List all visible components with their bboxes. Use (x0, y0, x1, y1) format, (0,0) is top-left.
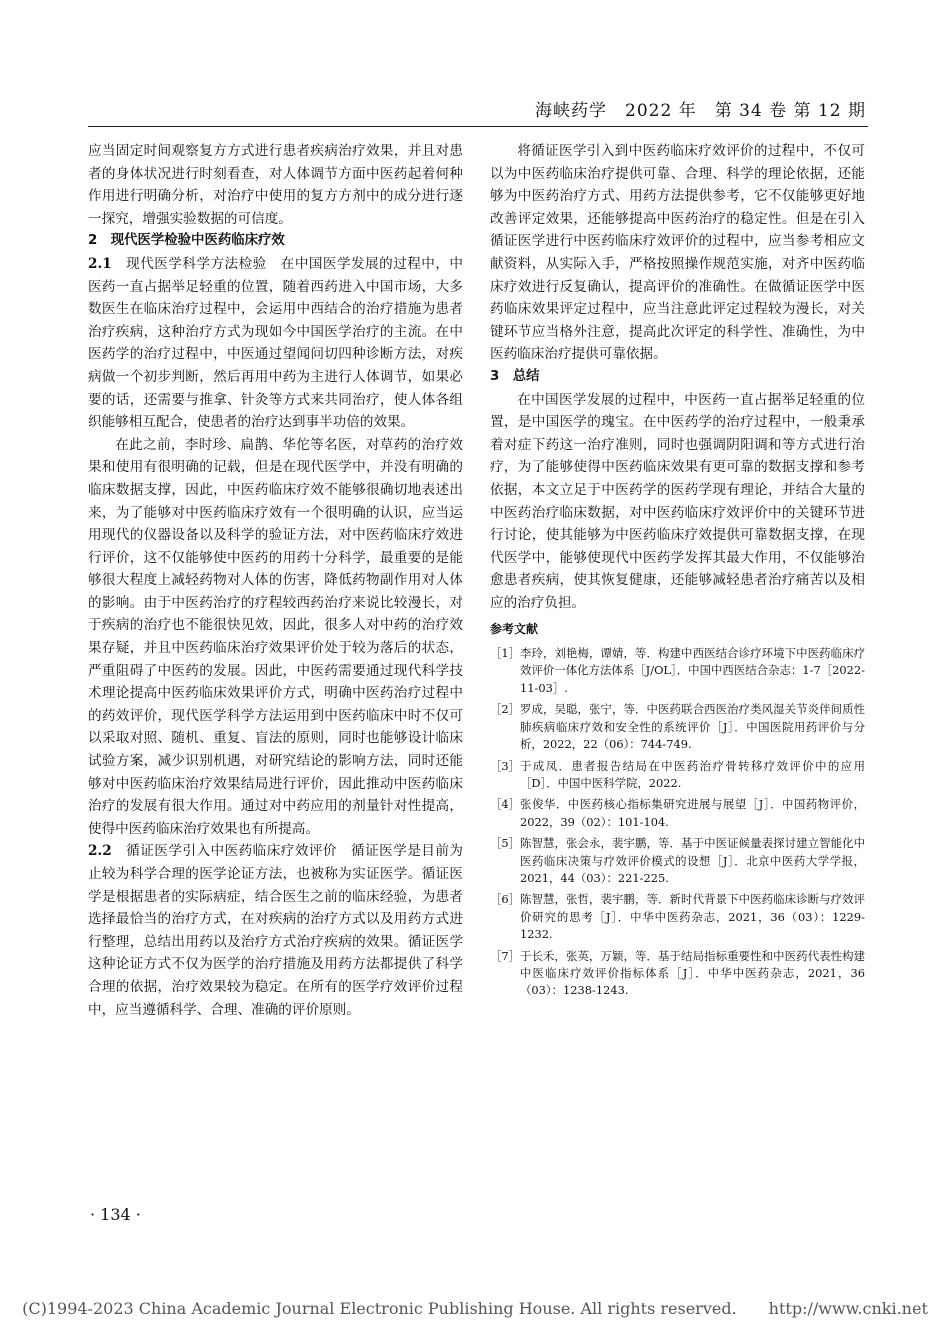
right-column (490, 140, 865, 1004)
reference-item (490, 891, 865, 943)
reference-item (490, 645, 865, 697)
reference-text: 陈智慧，张会永，裴宇鹏，等．基于中医证候量表探讨建立智能化中医药临床决策与疗效评价模式的设想［J］．北京中医药大学学报，2021，44（03）：221-225. (520, 836, 865, 885)
subsection-2-1 (88, 253, 463, 434)
header-rule (88, 126, 868, 127)
left-column (88, 140, 463, 1021)
paragraph: 应当固定时间观察复方方式进行患者疾病治疗效果，并且对患者的身体状况进行时刻看查，对人体调节方面中医药起着何种作用进行明确分析，对治疗中使用的复方方剂中的成分进行逐一探究，增强实验数据的可信度。 (88, 143, 463, 227)
subsection-number: 2.2 (88, 843, 112, 860)
reference-number: ［1］ (490, 646, 521, 661)
reference-item (490, 701, 865, 753)
section-heading-2: 2 现代医学检验中医药临床疗效 (88, 233, 285, 249)
subsection-number: 2.1 (88, 255, 112, 272)
subsection-text: 循证医学是目前为止较为科学合理的医学论证方法，也被称为实证医学。循证医学是根据患者的实际病症，结合医生之前的临床经验，为患者选择最恰当的治疗方式，在对疾病的治疗方式以及用药方式进行整理，总结出用药以及治疗方式治疗疾病的效果。循证医学这种论证方式不仅为医学的治疗措施及用药方法都提供了科学合理的依据，治疗效果较为稳定。在所有的医学疗效评价过程中，应当遵循科学、合理、准确的评价原则。 (88, 843, 464, 1018)
reference-text: 于长禾，张英，万颖，等．基于结局指标重要性和中医药代表性构建中医临床疗效评价指标体系［J］．中华中医药杂志，2021，36（03）：1238-1243. (520, 948, 865, 998)
reference-number: ［3］ (490, 758, 521, 773)
paragraph: 将循证医学引入到中医药临床疗效评价的过程中，不仅可以为中医药临床治疗提供可靠、合理、科学的理论依据，还能够为中医药治疗方式、用药方法提供参考，它不仅能够更好地改善评定效果，还能够提高中医药治疗的稳定性。但是在引入循证医学进行中医药临床疗效评价的过程中，应当参考相应文献资料，从实际入手，严格按照操作规范实施，对齐中医药临床疗效进行反复确认，提高评价的准确性。在做循证医学中医药临床效果评定过程中，应当注意此评定过程较为漫长，对关键环节应当格外注意，提高此次评定的科学性、准确性，为中医药临床治疗提供可靠依据。 (490, 143, 865, 363)
reference-number: ［4］ (490, 797, 521, 812)
section-heading-3: 3 总结 (490, 368, 540, 384)
references-list (490, 645, 865, 1000)
paragraph: 在此之前，李时珍、扁鹊、华佗等名医，对草药的治疗效果和使用有很明确的记载，但是在现代医学中，并没有明确的临床数据支撑，因此，中医药临床疗效不能够很确切地表述出来，为了能够对中医药临床疗效有一个很明确的认识，应当运用现代的仪器设备以及科学的验证方法，对中医药临床疗效进行评价，这不仅能够使中医药的用药十分科学，最重要的是能够很大程度上减轻药物对人体的伤害，降低药物副作用对人体的影响。由于中医药治疗的疗程较西药治疗来说比较漫长，对于疾病的治疗也不能很快见效，因此，很多人对中药的治疗效果存疑，并且中医药临床治疗效果评价处于较为落后的状态，严重阻碍了中医药的发展。因此，中医药需要通过现代科学技术理论提高中医药临床效果评价方式，明确中医药治疗过程中的药效评价，现代医学科学方法运用到中医药临床中时不仅可以采取对照、随机、重复、盲法的原则，同时也能够设计临床试验方案，减少识别机遇，对研究结论的影响方法，同时还能够对中医药临床治疗效果结局进行评价，因此推动中医药临床治疗的发展有很大作用。通过对中药应用的剂量针对性提高，使得中医药临床治疗效果也有所提高。 (88, 436, 463, 837)
reference-number: ［6］ (490, 892, 521, 907)
subsection-text: 在中国医学发展的过程中，中医药一直占据举足轻重的位置，随着西药进入中国市场，大多数医生在临床治疗过程中，会运用中西结合的治疗措施为患者治疗疾病，这种治疗方式为现如今中国医学治疗的主流。在中医药学的治疗过程中，中医通过望闻问切四种诊断方法，对疾病做一个初步判断，然后再用中药为主进行人体调节，如果必要的话，还需要与推拿、针灸等方式来共同治疗，使人体各组织能够相互配合，使患者的治疗达到事半功倍的效果。 (88, 255, 464, 431)
reference-item (490, 948, 865, 1000)
reference-item (490, 835, 865, 887)
paragraph: 在中国医学发展的过程中，中医药一直占据举足轻重的位置，是中国医学的瑰宝。在中医药学的治疗过程中，一般秉承着对症下药这一治疗准则，同时也强调阴阳调和等方式进行治疗，为了能够使得中医药临床效果有更可靠的数据支撑和参考依据，本文立足于中医药学的医药学现有理论，并结合大量的中医药治疗临床数据，对中医药临床疗效评价中的关键环节进行讨论，使其能够为中医药临床疗效提供可靠数据支撑，在现代医学中，能够使现代中医药学发挥其最大作用，不仅能够治愈患者疾病，使其恢复健康，还能够减轻患者治疗痛苦以及相应的治疗负担。 (490, 391, 865, 611)
subsection-title: 现代医学科学方法检验 (111, 255, 281, 272)
reference-text: 于成凤．患者报告结局在中医药治疗骨转移疗效评价中的应用［D］．中国中医科学院，2022. (520, 758, 865, 790)
reference-text: 张俊华．中医药核心指标集研究进展与展望［J］．中国药物评价，2022，39（02）：101-104. (520, 797, 865, 829)
copyright-footer: (C)1994-2023 China Academic Journal Electronic Publishing House. All rights reserved. http://www.cnki.net (22, 1299, 928, 1318)
reference-text: 陈智慧，张哲，裴宇鹏，等．新时代背景下中医药临床诊断与疗效评价研究的思考［J］．中华中医药杂志，2021，36（03）：1229-1232. (520, 892, 865, 942)
journal-header: 海峡药学 2022 年 第 34 卷 第 12 期 (535, 101, 866, 121)
reference-text: 罗成，吴聪，张宁，等．中医药联合西医治疗类风湿关节炎伴间质性肺疾病临床疗效和安全性的系统评价［J］．中国医院用药评价与分析，2022，22（06）：744-749. (520, 702, 865, 752)
reference-item (490, 758, 865, 793)
subsection-title: 循证医学引入中医药临床疗效评价 (111, 843, 352, 860)
reference-number: ［7］ (490, 948, 521, 963)
subsection-2-2 (88, 840, 463, 1021)
reference-text: 李玲，刘艳梅，谭婧，等．构建中西医结合诊疗环境下中医药临床疗效评价一体化方法体系［J/OL］．中国中西医结合杂志：1-7［2022-11-03］. (520, 646, 865, 695)
reference-number: ［5］ (490, 836, 521, 851)
reference-item (490, 796, 865, 831)
references-heading: 参考文献 (490, 622, 539, 637)
page-number: · 134 · (90, 1205, 141, 1224)
reference-number: ［2］ (490, 702, 521, 717)
